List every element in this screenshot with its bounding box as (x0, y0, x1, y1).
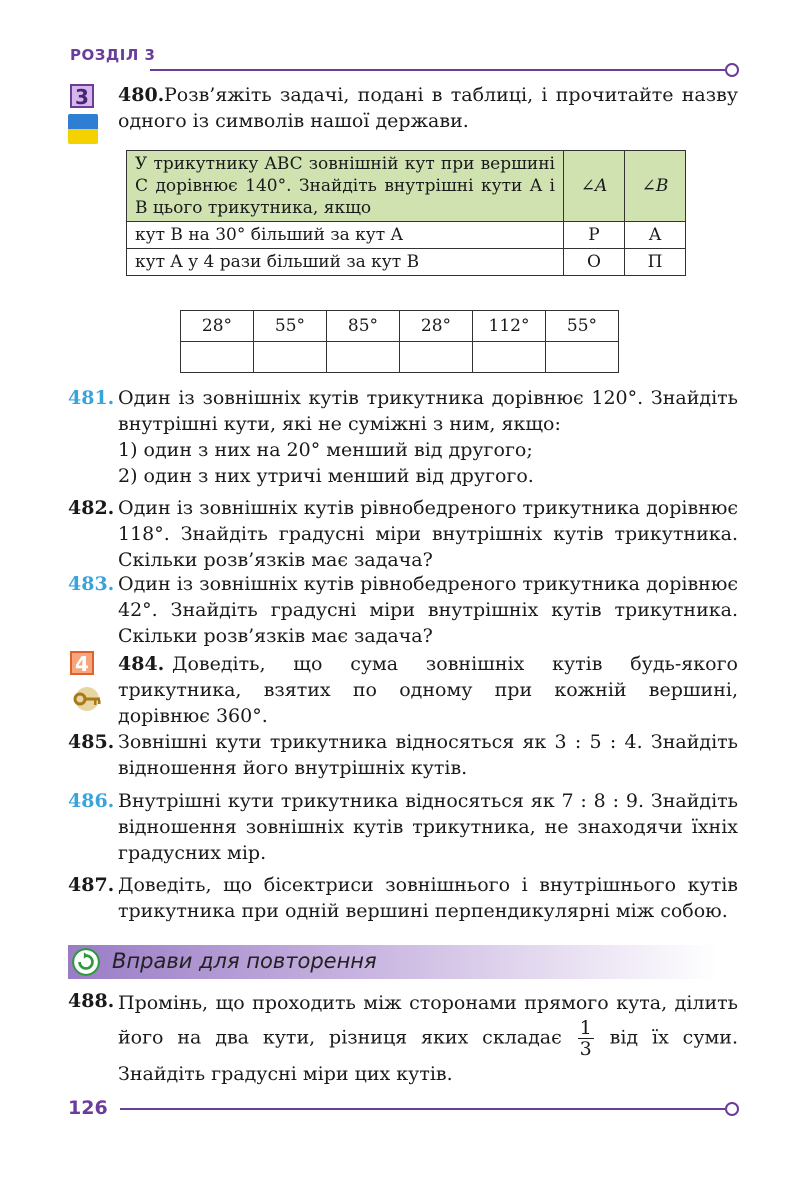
repeat-icon (72, 948, 100, 976)
task-text: Доведіть, що сума зовнішніх кутів будь-якого трикутника, взятих по одному при кожній вершині, дорівнює 360°. (118, 653, 738, 727)
task-number: 480. (118, 84, 165, 106)
ukraine-flag-icon (68, 114, 98, 144)
footer-rule-end (725, 1102, 739, 1116)
answer-cell: 28° (400, 311, 473, 342)
answer-cell: 55° (254, 311, 327, 342)
empty-cell (473, 342, 546, 373)
empty-cell (546, 342, 619, 373)
page-number: 126 (68, 1097, 108, 1119)
answer-cell: 28° (181, 311, 254, 342)
fraction-numerator: 1 (579, 1017, 592, 1039)
task-item: 2) один з них утричі менший від другого. (118, 465, 534, 487)
empty-cell (254, 342, 327, 373)
empty-cell (400, 342, 473, 373)
task-number: 488. (68, 990, 115, 1012)
task-text: Один із зовнішніх кутів рівнобедреного трикутника дорівнює 118°. Знайдіть градусні міри внутрішніх кутів трикутника. Скільки розв’язків має задача? (118, 497, 738, 571)
answer-cell: 55° (546, 311, 619, 342)
task-text: Внутрішні кути трикутника відносяться як 7 : 8 : 9. Знайдіть відношення зовнішніх кутів трикутника, не знаходячи їхніх градусних мір. (118, 790, 738, 864)
table-header-text: У трикутнику ABC зовнішній кут при вершині C дорівнює 140°. Знайдіть внутрішні кути A і B цього трикутника, якщо (127, 151, 564, 222)
footer-rule (120, 1108, 725, 1110)
table-cell-condition: кут B на 30° більший за кут A (127, 222, 564, 249)
task-number: 484. (118, 653, 165, 675)
task-text (118, 988, 738, 1089)
task-number: 483. (68, 573, 115, 595)
table-cell-letter: А (625, 222, 686, 249)
answer-cell: 85° (327, 311, 400, 342)
answer-table (180, 310, 619, 373)
table-cell-condition: кут A у 4 рази більший за кут B (127, 249, 564, 276)
task-number: 481. (68, 387, 115, 409)
empty-cell (181, 342, 254, 373)
fraction-denominator: 3 (579, 1038, 592, 1060)
task-text-part: Промінь, що проходить між сторонами прямого кута, ділить його на два кути, різниця яких складає (118, 992, 738, 1049)
task-item: 1) один з них на 20° менший від другого; (118, 439, 533, 461)
task-text: Один із зовнішніх кутів рівнобедреного трикутника дорівнює 42°. Знайдіть градусні міри внутрішніх кутів трикутника. Скільки розв’язків має задача? (118, 573, 738, 647)
task-text: Зовнішні кути трикутника відносяться як 3 : 5 : 4. Знайдіть відношення його внутрішніх кутів. (118, 731, 738, 779)
level-3-badge: 3 (70, 84, 94, 108)
banner-title: Вправи для повторення (112, 949, 377, 973)
section-header: РОЗДІЛ 3 (70, 46, 156, 64)
key-icon (70, 686, 104, 712)
table-cell-letter: Р (564, 222, 625, 249)
task-text-part: від їх суми. Знайдіть градусні міри цих кутів. (118, 1026, 738, 1085)
task-number: 487. (68, 874, 115, 896)
table-cell-letter: П (625, 249, 686, 276)
header-rule-end (725, 63, 739, 77)
task-text: Розв’яжіть задачі, подані в таблиці, і прочитайте назву одного із символів нашої держави. (118, 84, 738, 132)
answer-cell: 112° (473, 311, 546, 342)
task-number: 485. (68, 731, 115, 753)
task-text: Один із зовнішніх кутів трикутника дорівнює 120°. Знайдіть внутрішні кути, які не суміжні з ним, якщо: (118, 387, 738, 435)
table-header-angle-b: ∠B (625, 151, 686, 222)
fraction (578, 1018, 594, 1059)
task-number: 482. (68, 497, 115, 519)
task-text: Доведіть, що бісектриси зовнішнього і внутрішнього кутів трикутника при одній вершині перпендикулярні між собою. (118, 874, 738, 922)
task-table (126, 150, 686, 276)
header-rule (150, 69, 725, 71)
table-cell-letter: О (564, 249, 625, 276)
task-number: 486. (68, 790, 115, 812)
empty-cell (327, 342, 400, 373)
level-4-badge: 4 (70, 651, 94, 675)
table-header-angle-a: ∠A (564, 151, 625, 222)
